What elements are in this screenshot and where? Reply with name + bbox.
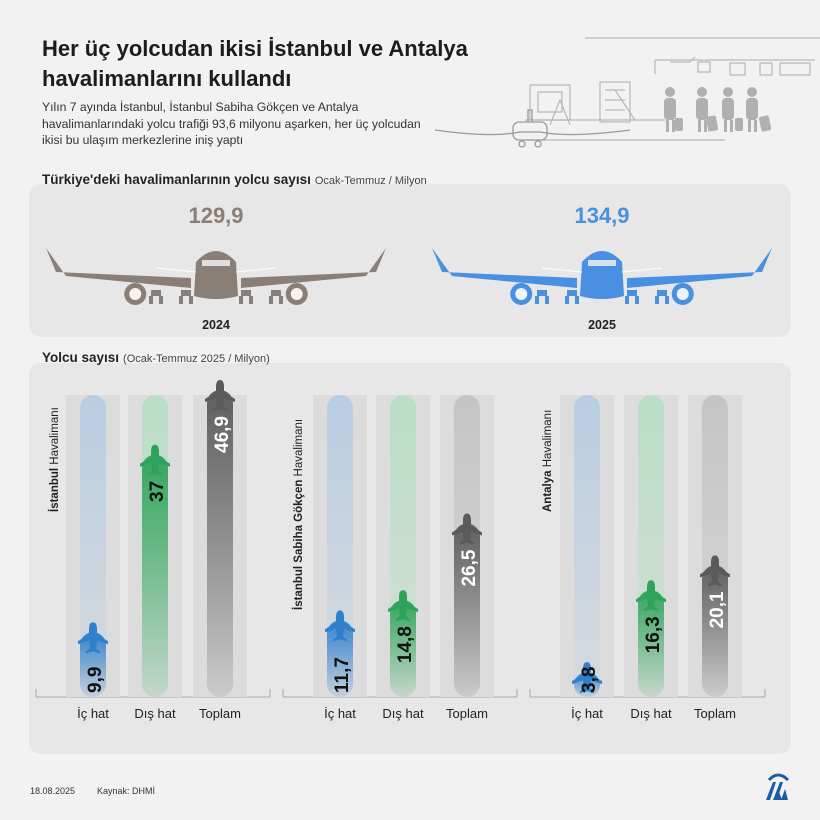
bar (702, 565, 728, 697)
category-label: Dış hat (134, 706, 176, 721)
category-label: Toplam (199, 706, 241, 721)
source-note: Kaynak: DHMİ (97, 786, 156, 796)
aa-logo-icon (763, 772, 793, 802)
bar-lane-track (574, 395, 600, 697)
airport-name-suffix: Havalimanı (542, 409, 554, 468)
year-label: 2024 (202, 318, 230, 332)
category-label: Dış hat (382, 706, 424, 721)
title-line-2: havalimanlarını kullandı (42, 66, 292, 91)
section-1-unit: Ocak-Temmuz / Milyon (314, 175, 427, 187)
year-value-label: 134,9 (574, 203, 630, 228)
section-2-title: Yolcu sayısı (42, 350, 120, 365)
category-label: Toplam (694, 706, 736, 721)
bar-value-label: 16,3 (643, 616, 664, 654)
bar-value-label: 3,8 (579, 666, 600, 693)
airport-name-label (292, 419, 305, 610)
airport-name-label (48, 407, 61, 512)
airport-name-label (542, 410, 554, 512)
airport-name: İstanbul (49, 464, 61, 512)
category-label: İç hat (324, 706, 356, 721)
airport-name: İstanbul Sabiha Gökçen (293, 476, 305, 610)
airport-name-suffix: Havalimanı (49, 407, 61, 465)
publish-date: 18.08.2025 (30, 786, 76, 796)
bar-value-label: 20,1 (707, 591, 728, 629)
section-2-unit: (Ocak-Temmuz 2025 / Milyon) (123, 353, 270, 365)
category-label: Toplam (446, 706, 488, 721)
year-value-label: 129,9 (188, 203, 244, 228)
plane-2025-icon (432, 248, 772, 305)
year-label: 2025 (588, 318, 616, 332)
plane-2024-icon (46, 248, 386, 305)
category-label: Dış hat (630, 706, 672, 721)
title-line-1: Her üç yolcudan ikisi İstanbul ve Antalya (42, 36, 468, 61)
airport-name-suffix: Havalimanı (293, 418, 305, 477)
bar-value-label: 46,9 (212, 416, 233, 453)
category-label: İç hat (77, 706, 109, 721)
airport-name: Antalya (542, 467, 554, 512)
bar-value-label: 26,5 (459, 549, 480, 587)
page-subtitle: Yılın 7 ayında İstanbul, İstanbul Sabiha Gökçen ve Antalya havalimanlarındaki yolcu trafiği 93,6 milyonu aşarken, her üç yolcudan ikisi bu ulaşım merkezlerine iniş yaptı (42, 100, 421, 147)
section-1-title: Türkiye'deki havalimanlarının yolcu sayısı (42, 172, 311, 187)
category-label: İç hat (571, 706, 603, 721)
bar-value-label: 37 (147, 480, 168, 502)
bar-value-label: 11,7 (332, 657, 353, 693)
bar-value-label: 9,9 (85, 666, 106, 693)
bar-value-label: 14,8 (395, 626, 416, 664)
